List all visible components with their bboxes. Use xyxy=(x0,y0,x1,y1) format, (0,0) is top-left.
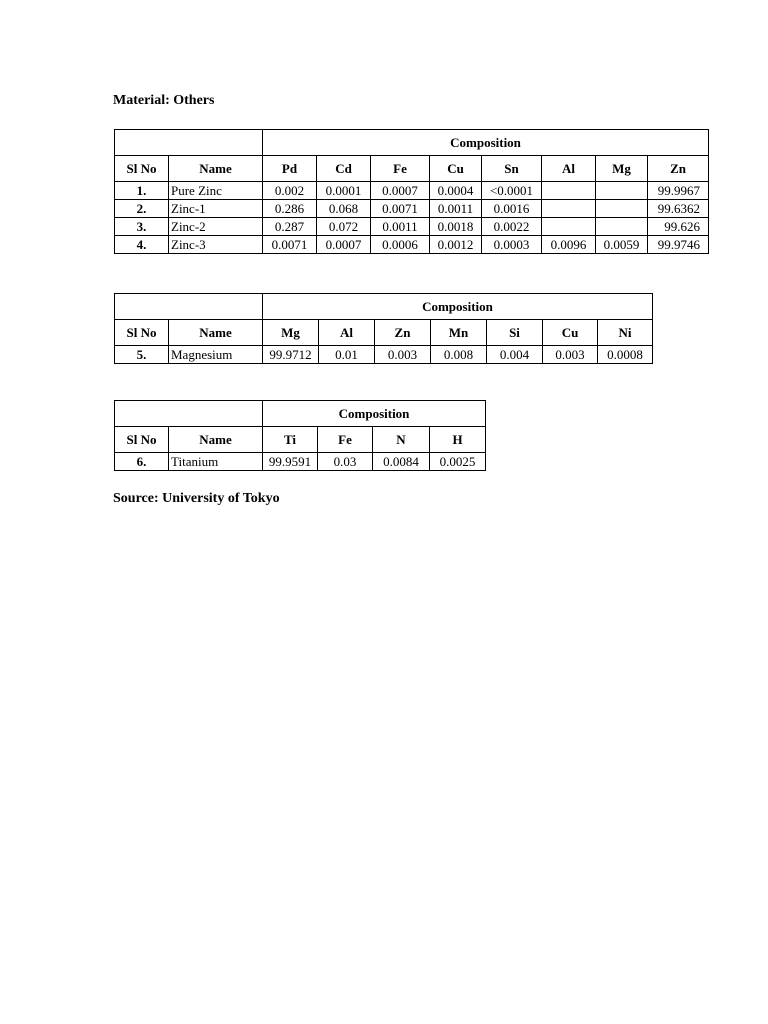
table-row xyxy=(115,453,486,471)
sl-no-cell: 6. xyxy=(115,453,169,471)
value-cell: 0.03 xyxy=(318,453,373,471)
value-cell: 0.0011 xyxy=(430,200,482,218)
value-cell: 0.008 xyxy=(431,346,487,364)
value-cell: 0.0003 xyxy=(482,236,542,254)
column-header: Sn xyxy=(482,156,542,182)
value-cell: 0.003 xyxy=(543,346,598,364)
table-row xyxy=(115,236,709,254)
source-note: Source: University of Tokyo xyxy=(113,491,280,506)
column-header: Mn xyxy=(431,320,487,346)
value-cell: 99.9746 xyxy=(648,236,709,254)
value-cell xyxy=(596,182,648,200)
column-header: Cu xyxy=(430,156,482,182)
value-cell: 0.0007 xyxy=(317,236,371,254)
value-cell: 0.286 xyxy=(263,200,317,218)
column-header: Ti xyxy=(263,427,318,453)
column-header: Zn xyxy=(375,320,431,346)
value-cell: 0.0071 xyxy=(371,200,430,218)
value-cell: 0.0016 xyxy=(482,200,542,218)
value-cell: 0.0012 xyxy=(430,236,482,254)
value-cell: 99.6362 xyxy=(648,200,709,218)
value-cell: 0.0001 xyxy=(317,182,371,200)
table-row xyxy=(115,346,653,364)
column-header: H xyxy=(430,427,486,453)
name-cell: Zinc-3 xyxy=(169,236,263,254)
blank-header-cell xyxy=(115,294,263,320)
column-header: Al xyxy=(542,156,596,182)
name-cell: Titanium xyxy=(169,453,263,471)
value-cell xyxy=(542,200,596,218)
column-header: Cd xyxy=(317,156,371,182)
composition-header: Composition xyxy=(263,294,653,320)
value-cell xyxy=(542,182,596,200)
composition-table-titanium xyxy=(114,400,486,471)
sl-no-cell: 1. xyxy=(115,182,169,200)
value-cell: 0.287 xyxy=(263,218,317,236)
value-cell: 0.0025 xyxy=(430,453,486,471)
value-cell: 0.004 xyxy=(487,346,543,364)
sl-no-cell: 3. xyxy=(115,218,169,236)
column-header: Si xyxy=(487,320,543,346)
sl-no-cell: 5. xyxy=(115,346,169,364)
column-header: Fe xyxy=(318,427,373,453)
column-header: Cu xyxy=(543,320,598,346)
composition-table-zinc xyxy=(114,129,709,254)
value-cell: 0.0071 xyxy=(263,236,317,254)
blank-header-cell xyxy=(115,130,263,156)
column-header: N xyxy=(373,427,430,453)
value-cell: 0.068 xyxy=(317,200,371,218)
value-cell: 99.626 xyxy=(648,218,709,236)
sl-no-header: Sl No xyxy=(115,427,169,453)
value-cell: 99.9967 xyxy=(648,182,709,200)
column-header: Mg xyxy=(596,156,648,182)
sl-no-cell: 2. xyxy=(115,200,169,218)
name-cell: Magnesium xyxy=(169,346,263,364)
sl-no-cell: 4. xyxy=(115,236,169,254)
value-cell: 0.003 xyxy=(375,346,431,364)
value-cell: 0.0059 xyxy=(596,236,648,254)
composition-header: Composition xyxy=(263,401,486,427)
value-cell: 0.01 xyxy=(319,346,375,364)
name-cell: Zinc-1 xyxy=(169,200,263,218)
value-cell: 0.072 xyxy=(317,218,371,236)
page-title: Material: Others xyxy=(113,93,215,108)
column-header: Mg xyxy=(263,320,319,346)
column-header: Ni xyxy=(598,320,653,346)
value-cell: 0.0096 xyxy=(542,236,596,254)
value-cell: 0.0022 xyxy=(482,218,542,236)
value-cell: 0.0006 xyxy=(371,236,430,254)
value-cell: 99.9591 xyxy=(263,453,318,471)
column-header: Fe xyxy=(371,156,430,182)
value-cell: 0.0084 xyxy=(373,453,430,471)
value-cell: 0.0018 xyxy=(430,218,482,236)
value-cell: 99.9712 xyxy=(263,346,319,364)
value-cell xyxy=(542,218,596,236)
value-cell xyxy=(596,200,648,218)
name-header: Name xyxy=(169,427,263,453)
value-cell: 0.0008 xyxy=(598,346,653,364)
value-cell: 0.002 xyxy=(263,182,317,200)
value-cell: <0.0001 xyxy=(482,182,542,200)
value-cell: 0.0007 xyxy=(371,182,430,200)
column-header: Zn xyxy=(648,156,709,182)
sl-no-header: Sl No xyxy=(115,156,169,182)
table-row xyxy=(115,200,709,218)
value-cell xyxy=(596,218,648,236)
column-header: Al xyxy=(319,320,375,346)
name-cell: Zinc-2 xyxy=(169,218,263,236)
column-header: Pd xyxy=(263,156,317,182)
value-cell: 0.0004 xyxy=(430,182,482,200)
table-row xyxy=(115,218,709,236)
value-cell: 0.0011 xyxy=(371,218,430,236)
name-cell: Pure Zinc xyxy=(169,182,263,200)
composition-table-magnesium xyxy=(114,293,653,364)
sl-no-header: Sl No xyxy=(115,320,169,346)
name-header: Name xyxy=(169,156,263,182)
table-row xyxy=(115,182,709,200)
name-header: Name xyxy=(169,320,263,346)
composition-header: Composition xyxy=(263,130,709,156)
blank-header-cell xyxy=(115,401,263,427)
